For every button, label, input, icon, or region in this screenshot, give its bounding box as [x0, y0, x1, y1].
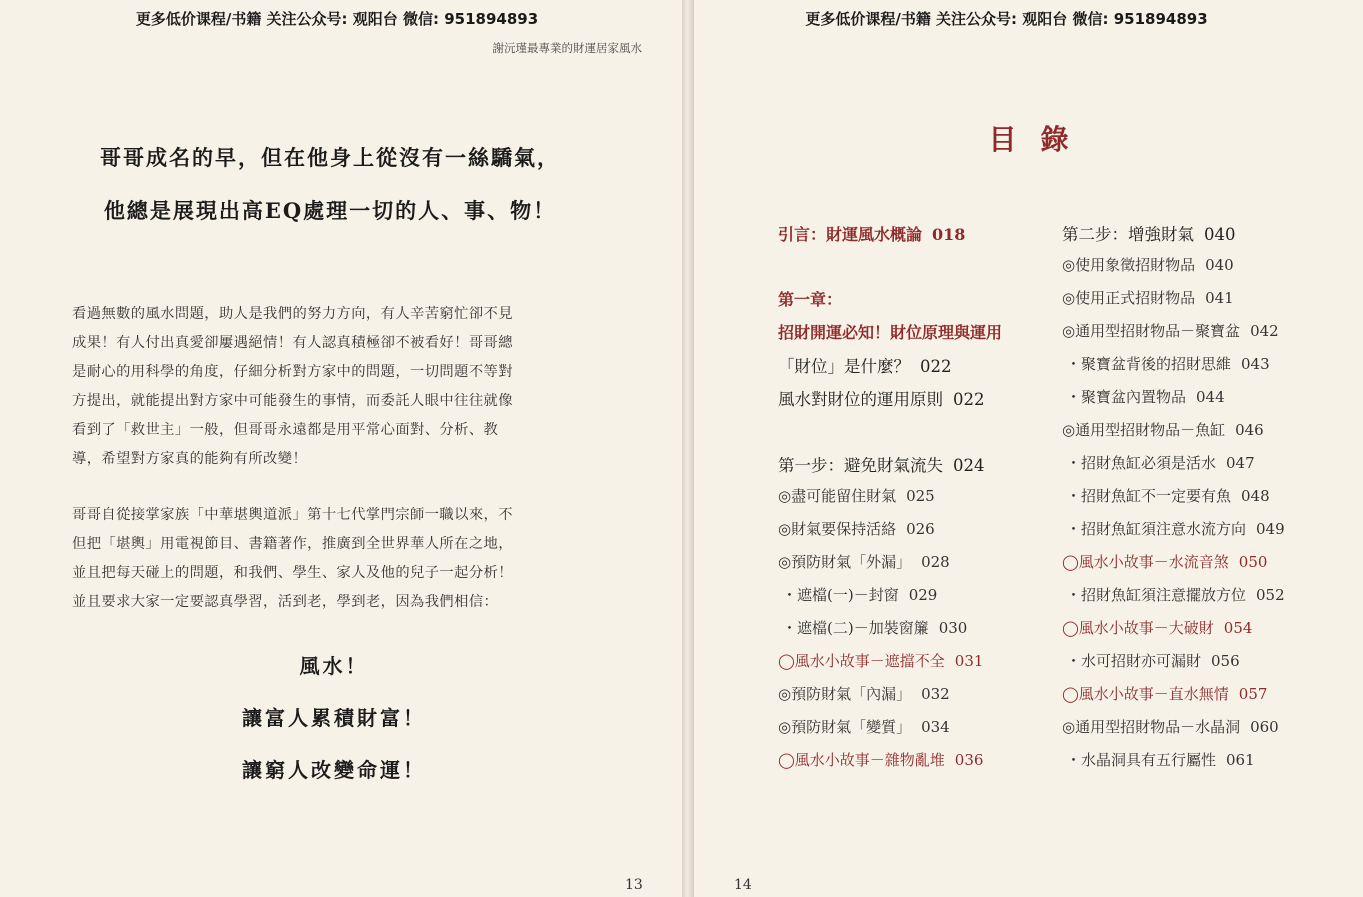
paragraph-line: 導，希望對方家真的能夠有所改變！	[72, 451, 308, 467]
toc-entry-page: 040	[1205, 256, 1234, 274]
toc-entry	[1062, 320, 1279, 341]
paragraph-2	[72, 501, 612, 617]
toc-entry-title: ・遮檔(一)－封窗	[782, 586, 899, 604]
toc-entry	[778, 485, 935, 506]
toc-entry-page: 029	[908, 586, 938, 604]
toc-entry-page: 018	[932, 225, 966, 244]
paragraph-line: 並且把每天碰上的問題，和我們、學生、家人及他的兒子一起分析！	[72, 565, 513, 581]
toc-entry	[778, 353, 952, 377]
toc-entry-title: 第一章：	[778, 290, 843, 309]
toc-entry-title: 「財位」是什麼？	[778, 357, 910, 376]
toc-entry	[778, 716, 950, 737]
toc-entry-page: 057	[1238, 685, 1268, 703]
toc-entry-title: ・遮檔(二)－加裝窗簾	[782, 619, 929, 637]
toc-entry-page: 050	[1238, 553, 1268, 571]
paragraph-line: 成果！有人付出真愛卻屢遇絕情！有人認真積極卻不被看好！哥哥總	[72, 335, 513, 351]
toc-entry-page: 044	[1196, 388, 1225, 406]
toc-entry-page: 031	[954, 652, 984, 670]
toc-entry-page: 036	[954, 751, 984, 769]
paragraph-line: 看過無數的風水問題，助人是我們的努力方向，有人辛苦窮忙卻不見	[72, 306, 513, 322]
toc-entry-page: 052	[1256, 586, 1285, 604]
toc-entry	[1066, 353, 1270, 374]
toc-entry-title: ◎通用型招財物品－聚寶盆	[1062, 322, 1241, 340]
toc-entry-page: 054	[1223, 619, 1253, 637]
toc-entry	[782, 617, 967, 638]
toc-entry	[1066, 452, 1255, 473]
toc-entry-page: 048	[1241, 487, 1270, 505]
toc-entry-page: 024	[953, 456, 985, 475]
toc-entry-title: ◎財氣要保持活絡	[778, 520, 897, 538]
toc-entry	[1062, 221, 1236, 245]
toc-entry-page: 043	[1241, 355, 1270, 373]
paragraph-line: 但把「堪輿」用電視節目、書籍著作，推廣到全世界華人所在之地，	[72, 536, 513, 552]
toc-entry-title: ・招財魚缸必須是活水	[1066, 454, 1217, 472]
toc-entry	[1066, 518, 1285, 539]
toc-entry-page: 025	[906, 487, 935, 505]
toc-entry-title: ・聚寶盆內置物品	[1066, 388, 1187, 406]
toc-entry-page: 032	[921, 685, 950, 703]
toc-entry-title: ◎使用象徵招財物品	[1062, 256, 1196, 274]
toc-entry-page: 042	[1250, 322, 1279, 340]
toc-entry-title: ◎使用正式招財物品	[1062, 289, 1196, 307]
paragraph-line: 是耐心的用科學的角度，仔細分析對方家中的問題，一切問題不等對	[72, 364, 513, 380]
toc-entry	[778, 287, 842, 310]
promo-banner: 更多低价课程/书籍 关注公众号: 观阳台 微信: 951894893	[805, 10, 1208, 28]
toc-entry	[1062, 617, 1252, 638]
toc-entry-page: 034	[921, 718, 950, 736]
toc-entry	[1066, 749, 1255, 770]
running-head: 謝沅瑾最專業的財運居家風水	[492, 41, 642, 55]
page-number: 14	[734, 877, 752, 893]
toc-entry	[1062, 419, 1264, 440]
toc-entry	[782, 584, 937, 605]
toc-entry-title: ◯風水小故事－雜物亂堆	[778, 751, 945, 769]
toc-entry-title: ◎盡可能留住財氣	[778, 487, 897, 505]
toc-entry-page: 026	[906, 520, 935, 538]
toc-entry-title: ◯風水小故事－大破財	[1062, 619, 1214, 637]
toc-entry	[778, 320, 1002, 343]
toc-entry-page: 046	[1235, 421, 1264, 439]
toc-entry-title: ◯風水小故事－遮擋不全	[778, 652, 945, 670]
toc-entry	[1066, 485, 1270, 506]
page-number: 13	[625, 877, 643, 893]
toc-entry-title: ・招財魚缸須注意水流方向	[1066, 520, 1247, 538]
toc-entry-title: ・聚寶盆背後的招財思維	[1066, 355, 1232, 373]
toc-entry	[1066, 386, 1225, 407]
toc-entry-page: 060	[1250, 718, 1279, 736]
toc-entry-title: 引言：財運風水概論	[778, 225, 923, 244]
toc-entry-title: ◎預防財氣「內漏」	[778, 685, 912, 703]
toc-entry	[778, 749, 983, 770]
toc-entry	[778, 683, 950, 704]
toc-entry	[778, 650, 983, 671]
toc-entry-title: ・招財魚缸不一定要有魚	[1066, 487, 1232, 505]
toc-entry	[778, 386, 985, 410]
toc-entry-title: 第一步：避免財氣流失	[778, 456, 943, 475]
toc-entry-page: 056	[1211, 652, 1240, 670]
toc-entry-title: ・招財魚缸須注意擺放方位	[1066, 586, 1247, 604]
quote-line-1: 哥哥成名的早，但在他身上從沒有一絲驕氣，	[100, 145, 560, 170]
motto-line-2: 讓富人累積財富！	[242, 706, 426, 730]
toc-entry	[1062, 287, 1234, 308]
toc-entry	[1066, 650, 1240, 671]
paragraph-line: 並且要求大家一定要認真學習，活到老，學到老，因為我們相信：	[72, 594, 499, 610]
toc-entry	[778, 551, 950, 572]
toc-entry-page: 022	[920, 357, 952, 376]
toc-entry	[778, 452, 985, 476]
toc-entry-title: ◎通用型招財物品－魚缸	[1062, 421, 1226, 439]
toc-entry-page: 049	[1256, 520, 1285, 538]
toc-entry	[1062, 716, 1279, 737]
toc-entry-page: 022	[953, 390, 985, 409]
toc-entry-title: 第二步：增強財氣	[1062, 225, 1194, 244]
toc-entry-title: ・水可招財亦可漏財	[1066, 652, 1202, 670]
toc-entry-page: 028	[921, 553, 950, 571]
toc-entry-page: 040	[1204, 225, 1236, 244]
toc-entry-title: ◎通用型招財物品－水晶洞	[1062, 718, 1241, 736]
toc-entry-title: 招財開運必知！財位原理與運用	[778, 323, 1003, 342]
paragraph-line: 方提出，就能提出對方家中可能發生的事情，而委託人眼中往往就像	[72, 393, 513, 409]
toc-entry-page: 041	[1205, 289, 1234, 307]
toc-entry-page: 047	[1226, 454, 1255, 472]
toc-entry-title: 風水對財位的運用原則	[778, 390, 943, 409]
toc-entry-title: ◎預防財氣「變質」	[778, 718, 912, 736]
toc-entry-title: ・水晶洞具有五行屬性	[1066, 751, 1217, 769]
toc-entry	[1066, 584, 1285, 605]
toc-title: 目錄	[988, 123, 1093, 156]
paragraph-line: 哥哥自從接掌家族「中華堪輿道派」第十七代掌門宗師一職以來，不	[72, 507, 513, 523]
motto-line-1: 風水！	[299, 654, 369, 678]
toc-entry	[1062, 254, 1234, 275]
paragraph-1	[72, 300, 612, 474]
toc-entry-title: ◎預防財氣「外漏」	[778, 553, 912, 571]
toc-entry-page: 061	[1226, 751, 1255, 769]
toc-entry-title: ◯風水小故事－水流音煞	[1062, 553, 1229, 571]
toc-entry-page: 030	[938, 619, 968, 637]
quote-line-2: 他總是展現出高EQ處理一切的人、事、物！	[103, 198, 557, 223]
toc-entry-title: ◯風水小故事－直水無情	[1062, 685, 1229, 703]
book-gutter	[682, 0, 694, 897]
toc-entry	[778, 518, 935, 539]
motto-line-3: 讓窮人改變命運！	[242, 758, 426, 782]
right-page	[694, 0, 1363, 897]
toc-entry	[778, 222, 965, 245]
paragraph-line: 看到了「救世主」一般，但哥哥永遠都是用平常心面對、分析、教	[72, 422, 499, 438]
toc-entry	[1062, 551, 1267, 572]
promo-banner: 更多低价课程/书籍 关注公众号: 观阳台 微信: 951894893	[135, 10, 539, 28]
toc-entry	[1062, 683, 1267, 704]
